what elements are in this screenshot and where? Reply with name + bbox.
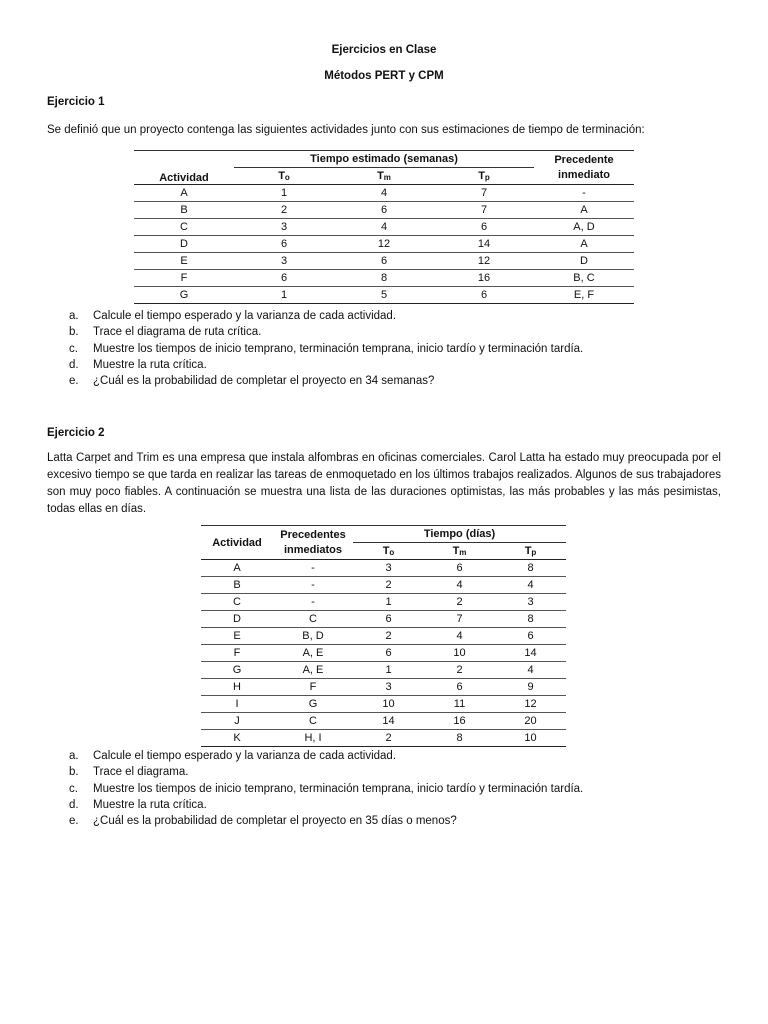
question-marker: c.	[69, 782, 78, 795]
table-cell: 6	[353, 645, 424, 662]
table-cell: 16	[424, 713, 495, 730]
table-cell: 2	[353, 577, 424, 594]
question-item	[47, 357, 583, 373]
table-cell: 9	[495, 679, 566, 696]
question-marker: b.	[69, 766, 79, 779]
question-item	[47, 373, 583, 389]
table-cell: I	[201, 696, 273, 713]
table-row	[201, 662, 566, 679]
table-cell: 2	[424, 594, 495, 611]
table-row	[201, 696, 566, 713]
table-cell: B	[201, 577, 273, 594]
col-header-tm-letter: T	[452, 545, 460, 557]
table-cell: G	[201, 662, 273, 679]
col-header-to	[353, 543, 424, 560]
table-row	[201, 713, 566, 730]
table-cell: J	[201, 713, 273, 730]
col-header-tm-letter: T	[377, 170, 384, 182]
col-header-tm-sub: m	[383, 173, 391, 182]
table-cell: 3	[353, 679, 424, 696]
question-item	[47, 341, 583, 357]
table-cell: E, F	[534, 287, 634, 304]
table-cell: 10	[353, 696, 424, 713]
question-text: Trace el diagrama de ruta crítica.	[93, 326, 262, 339]
question-marker: a.	[69, 310, 79, 322]
table-cell: 4	[334, 185, 434, 202]
col-header-tm	[424, 543, 495, 560]
table-cell: -	[273, 577, 353, 594]
table-row	[201, 679, 566, 696]
table-cell: 11	[424, 696, 495, 713]
table-cell: B, C	[534, 270, 634, 287]
question-text: Muestre los tiempos de inicio temprano, terminación temprana, inicio tardío y terminación tardía.	[93, 782, 584, 795]
table-cell: 10	[424, 645, 495, 662]
table-cell: 4	[334, 219, 434, 236]
table-cell: 1	[353, 594, 424, 611]
table-cell: H	[201, 679, 273, 696]
table-cell: 10	[495, 730, 566, 747]
question-item	[47, 781, 583, 797]
table-row	[134, 202, 634, 219]
table-cell: 1	[234, 185, 334, 202]
col-header-predecessors	[273, 526, 353, 560]
question-marker: c.	[69, 342, 78, 355]
table-cell: F	[201, 645, 273, 662]
table-cell: G	[273, 696, 353, 713]
table-cell: 2	[353, 628, 424, 645]
table-cell: 8	[424, 730, 495, 747]
table-row	[134, 219, 634, 236]
document-subtitle: Métodos PERT y CPM	[324, 70, 444, 82]
col-header-predecessors-line1: Precedentes	[280, 528, 346, 541]
table-cell: 7	[434, 202, 534, 219]
table-cell: A	[534, 202, 634, 219]
col-header-activity: Actividad	[201, 526, 273, 560]
table-row	[134, 236, 634, 253]
question-text: ¿Cuál es la probabilidad de completar el proyecto en 35 días o menos?	[93, 815, 457, 828]
table-cell: 6	[424, 560, 495, 577]
col-header-to-letter: T	[382, 545, 390, 557]
exercise-2-heading: Ejercicio 2	[47, 427, 105, 439]
table-row	[201, 594, 566, 611]
table-row	[201, 560, 566, 577]
col-header-tm	[334, 168, 434, 185]
question-item	[47, 324, 583, 340]
table-cell: 14	[353, 713, 424, 730]
table-cell: 2	[234, 202, 334, 219]
table-cell: 16	[434, 270, 534, 287]
question-text: Muestre la ruta crítica.	[93, 798, 207, 811]
col-header-tp-sub: p	[484, 173, 490, 182]
question-marker: e.	[69, 375, 79, 388]
table-cell: 12	[434, 253, 534, 270]
exercise-2-questions	[47, 748, 583, 829]
table-cell: A	[534, 236, 634, 253]
table-cell: A, E	[273, 662, 353, 679]
table-cell: 6	[334, 202, 434, 219]
table-cell: 6	[434, 287, 534, 304]
table-cell: 8	[334, 270, 434, 287]
table-cell: 6	[353, 611, 424, 628]
table-cell: G	[134, 287, 234, 304]
col-header-tp	[434, 168, 534, 185]
table-cell: K	[201, 730, 273, 747]
table-cell: E	[201, 628, 273, 645]
question-item	[47, 764, 583, 780]
table-cell: C	[134, 219, 234, 236]
table-cell: 14	[434, 236, 534, 253]
exercise-2-table	[201, 525, 566, 747]
table-cell: D	[201, 611, 273, 628]
table-cell: 3	[353, 560, 424, 577]
table-cell: 7	[434, 185, 534, 202]
table-cell: D	[534, 253, 634, 270]
table-cell: 4	[424, 577, 495, 594]
exercise-1-intro: Se definió que un proyecto contenga las siguientes actividades junto con sus estimaciones de tiempo de terminación:	[47, 124, 645, 136]
table-cell: 20	[495, 713, 566, 730]
table-cell: 14	[495, 645, 566, 662]
table-cell: 2	[424, 662, 495, 679]
exercise-1-heading: Ejercicio 1	[47, 96, 105, 108]
question-marker: d.	[69, 358, 79, 371]
col-header-predecessor-line2: inmediato	[558, 168, 610, 181]
table-cell: 6	[234, 236, 334, 253]
table-cell: 2	[353, 730, 424, 747]
col-header-to	[234, 168, 334, 185]
question-marker: d.	[69, 798, 79, 811]
table-cell: 3	[234, 219, 334, 236]
col-header-predecessors-line2: inmediatos	[283, 543, 343, 556]
table-row	[134, 270, 634, 287]
col-header-tp-sub: p	[531, 548, 537, 557]
table-cell: 3	[495, 594, 566, 611]
question-marker: a.	[69, 750, 79, 762]
table-cell: A, D	[534, 219, 634, 236]
table-cell: 4	[495, 577, 566, 594]
exercise-1-table	[134, 150, 634, 304]
table-cell: 6	[424, 679, 495, 696]
col-header-tm-sub: m	[459, 548, 467, 557]
table-cell: 6	[495, 628, 566, 645]
table-cell: 7	[424, 611, 495, 628]
question-text: ¿Cuál es la probabilidad de completar el proyecto en 34 semanas?	[93, 375, 435, 388]
question-item	[47, 797, 583, 813]
table-cell: A	[134, 185, 234, 202]
col-header-activity: Actividad	[134, 151, 234, 185]
col-header-predecessor	[534, 151, 634, 185]
table-row	[134, 253, 634, 270]
question-text: Calcule el tiempo esperado y la varianza de cada actividad.	[93, 750, 397, 762]
table-row	[134, 185, 634, 202]
col-header-to-sub: o	[389, 548, 395, 557]
table-cell: 4	[424, 628, 495, 645]
col-header-tp-letter: T	[478, 170, 485, 182]
table-cell: 6	[334, 253, 434, 270]
table-cell: 1	[353, 662, 424, 679]
question-item	[47, 813, 583, 829]
exercise-1-questions	[47, 308, 583, 389]
table-cell: D	[134, 236, 234, 253]
question-marker: b.	[69, 326, 79, 339]
table-cell: 5	[334, 287, 434, 304]
table-cell: -	[273, 594, 353, 611]
table-cell: C	[273, 611, 353, 628]
question-item	[47, 308, 583, 324]
table-cell: 4	[495, 662, 566, 679]
table-row	[201, 611, 566, 628]
col-header-tp	[495, 543, 566, 560]
table-cell: B, D	[273, 628, 353, 645]
table-cell: C	[273, 713, 353, 730]
question-text: Muestre la ruta crítica.	[93, 358, 207, 371]
table-row	[134, 287, 634, 304]
col-header-to-sub: o	[284, 173, 290, 182]
table-cell: B	[134, 202, 234, 219]
table-cell: 6	[234, 270, 334, 287]
col-header-to-letter: T	[278, 170, 285, 182]
table-cell: F	[134, 270, 234, 287]
col-group-header-time: Tiempo (días)	[353, 526, 566, 543]
question-text: Trace el diagrama.	[93, 766, 189, 779]
table-cell: 12	[334, 236, 434, 253]
table-row	[201, 730, 566, 747]
exercise-2-intro: Latta Carpet and Trim es una empresa que instala alfombras en oficinas comerciales. Carol Latta ha estado muy preocupada por el excesivo tiempo se que tarda en realizar las tareas de enmoquetado en los últimos trabajos realizados. Algunos de sus trabajadores son muy poco fiables. A continuación se muestra una lista de las duraciones optimistas, las más probables y las más pesimistas, todas ellas en días.	[47, 452, 721, 515]
question-item	[47, 748, 583, 764]
question-text: Muestre los tiempos de inicio temprano, terminación temprana, inicio tardío y terminación tardía.	[93, 342, 584, 355]
col-header-predecessor-line1: Precedente	[554, 153, 614, 166]
table-cell: A	[201, 560, 273, 577]
table-cell: -	[534, 185, 634, 202]
table-cell: 8	[495, 560, 566, 577]
table-cell: 8	[495, 611, 566, 628]
table-row	[201, 577, 566, 594]
table-cell: -	[273, 560, 353, 577]
table-cell: A, E	[273, 645, 353, 662]
table-cell: E	[134, 253, 234, 270]
table-cell: 12	[495, 696, 566, 713]
table-cell: 3	[234, 253, 334, 270]
table-row	[201, 628, 566, 645]
table-cell: C	[201, 594, 273, 611]
document-title: Ejercicios en Clase	[331, 44, 437, 56]
table-cell: 1	[234, 287, 334, 304]
col-group-header-time: Tiempo estimado (semanas)	[234, 151, 534, 168]
question-text: Calcule el tiempo esperado y la varianza de cada actividad.	[93, 310, 397, 322]
col-header-tp-letter: T	[524, 545, 532, 557]
question-marker: e.	[69, 815, 79, 828]
table-row	[201, 645, 566, 662]
table-cell: 6	[434, 219, 534, 236]
table-cell: H, I	[273, 730, 353, 747]
table-cell: F	[273, 679, 353, 696]
